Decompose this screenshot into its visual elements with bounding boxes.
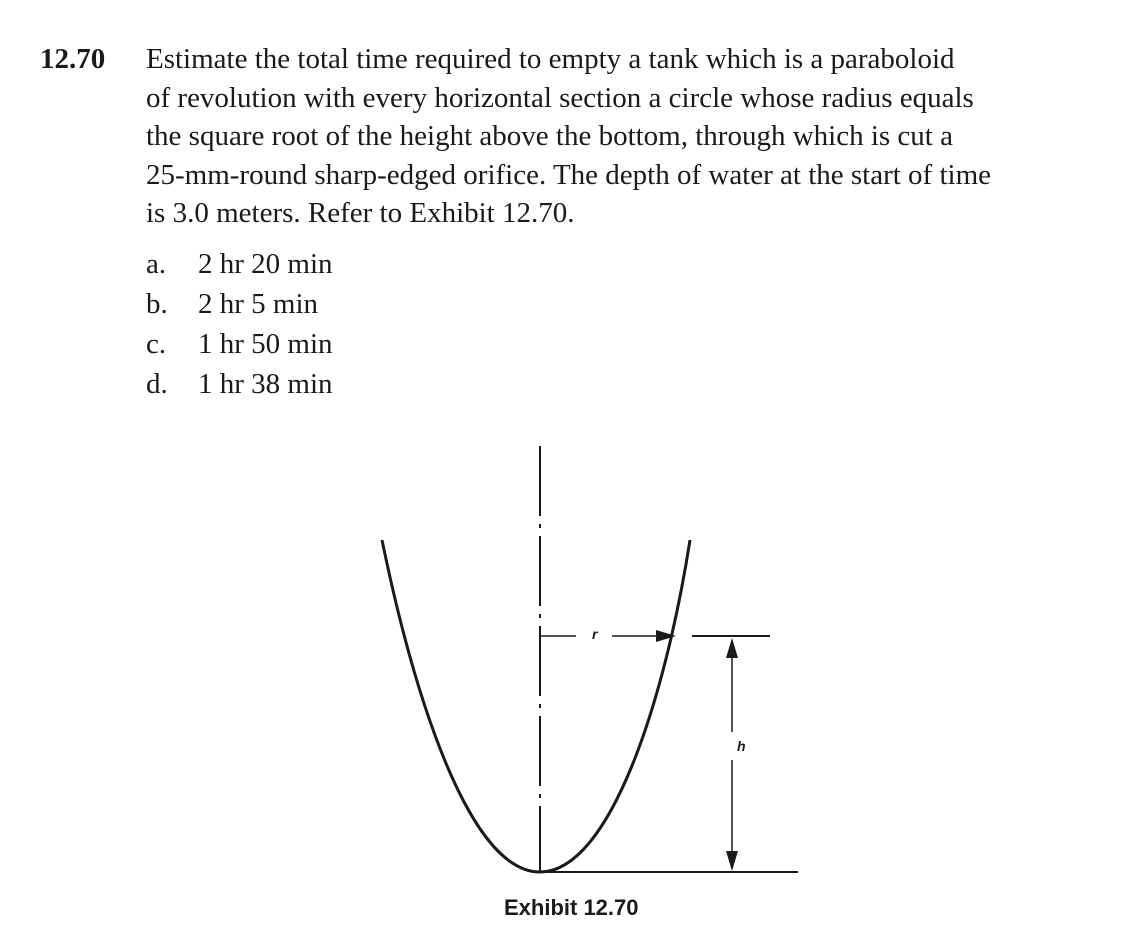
choice-a bbox=[146, 244, 333, 284]
radius-label: r bbox=[592, 626, 598, 642]
choice-d bbox=[146, 364, 333, 404]
tank-wall-curve bbox=[382, 540, 690, 872]
choice-c bbox=[146, 324, 333, 364]
choice-text: 1 hr 50 min bbox=[198, 328, 333, 360]
choice-text: 1 hr 38 min bbox=[198, 368, 333, 400]
choice-b bbox=[146, 284, 333, 324]
height-arrowhead-down bbox=[726, 851, 738, 871]
statement-line: is 3.0 meters. Refer to Exhibit 12.70. bbox=[146, 197, 575, 229]
answer-choices bbox=[146, 244, 333, 404]
choice-letter: b. bbox=[146, 288, 168, 320]
problem-statement bbox=[146, 40, 1126, 233]
choice-letter: d. bbox=[146, 368, 168, 400]
exhibit-caption: Exhibit 12.70 bbox=[504, 895, 639, 920]
height-arrowhead-up bbox=[726, 638, 738, 658]
problem-number: 12.70 bbox=[40, 43, 106, 75]
height-label: h bbox=[737, 738, 746, 754]
choice-text: 2 hr 5 min bbox=[198, 288, 319, 320]
statement-line: the square root of the height above the bottom, through which is cut a bbox=[146, 120, 953, 152]
statement-line: of revolution with every horizontal section a circle whose radius equals bbox=[146, 81, 974, 114]
statement-line: Estimate the total time required to empty a tank which is a paraboloid bbox=[146, 43, 955, 75]
statement-line: 25-mm-round sharp-edged orifice. The depth of water at the start of time bbox=[146, 158, 992, 191]
choice-text: 2 hr 20 min bbox=[198, 248, 333, 280]
radius-arrowhead bbox=[656, 630, 676, 642]
choice-letter: a. bbox=[146, 248, 167, 280]
choice-letter: c. bbox=[146, 328, 167, 360]
